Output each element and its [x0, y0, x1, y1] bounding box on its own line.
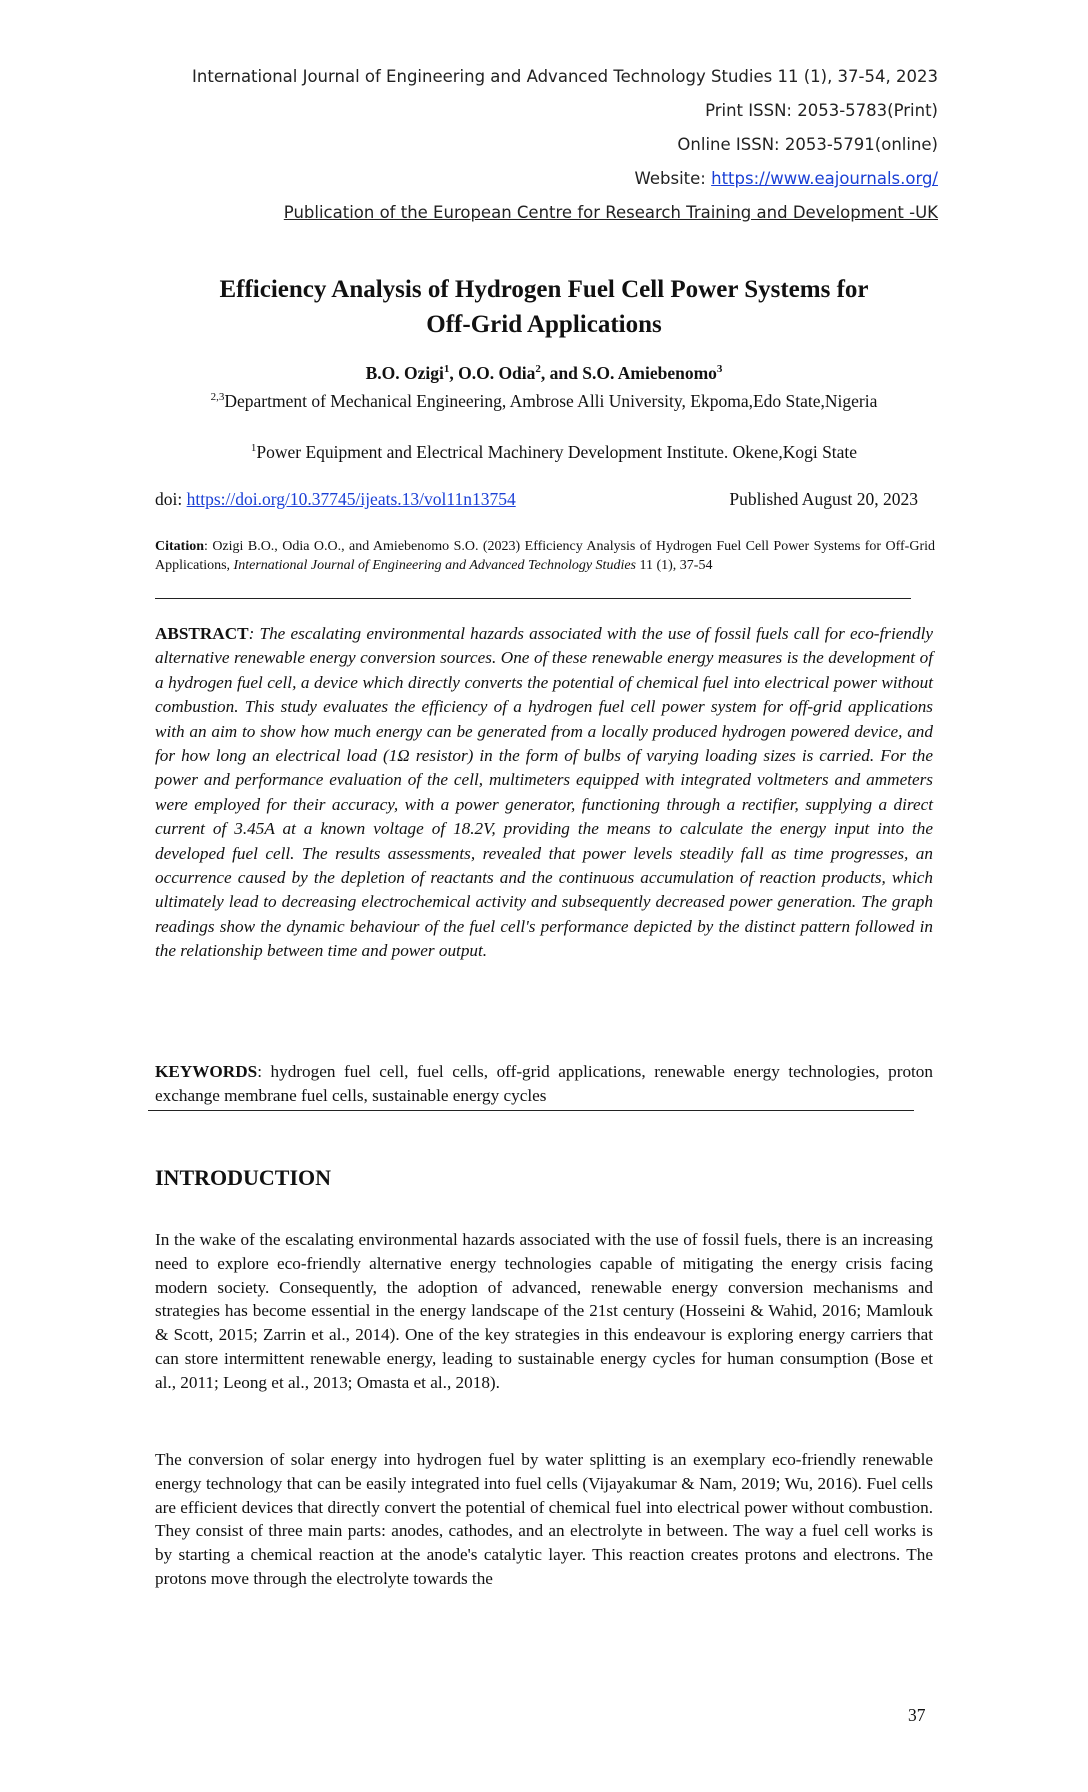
print-issn: Print ISSN: 2053-5783(Print)	[705, 101, 938, 120]
page-number: 37	[908, 1705, 926, 1725]
abstract-block	[155, 622, 933, 964]
website-label: Website:	[634, 169, 712, 188]
affiliation-1	[140, 389, 948, 413]
title-line-2: Off-Grid Applications	[426, 311, 662, 338]
citation-block	[155, 537, 935, 575]
doi	[155, 489, 516, 510]
doi-label: doi:	[155, 489, 187, 509]
affiliation-2	[140, 440, 948, 464]
website-link[interactable]: https://www.eajournals.org/	[711, 169, 938, 188]
keywords-text: : hydrogen fuel cell, fuel cells, off-grid applications, renewable energy technologies, proton exchange membrane fuel cells, sustainable energy cycles	[155, 1062, 933, 1106]
affiliation-1-text: Department of Mechanical Engineering, Ambrose Alli University, Ekpoma,Edo State,Nigeria	[224, 391, 878, 411]
author-2: , O.O. Odia	[449, 363, 536, 383]
affiliation-2-sup: 1	[250, 442, 257, 455]
keywords-divider	[148, 1110, 914, 1111]
author-1-sup: 1	[443, 363, 450, 376]
journal-header	[192, 60, 938, 230]
abstract-label: ABSTRACT	[155, 624, 249, 643]
citation-journal: International Journal of Engineering and Advanced Technology Studies	[233, 558, 636, 573]
paper-title	[140, 272, 948, 342]
author-list	[140, 363, 948, 384]
author-3: , and S.O. Amiebenomo	[540, 363, 717, 383]
author-3-sup: 3	[716, 363, 723, 376]
website-line	[192, 162, 938, 196]
author-2-sup: 2	[535, 363, 541, 376]
section-heading-introduction: INTRODUCTION	[155, 1165, 332, 1190]
citation-label: Citation	[155, 539, 204, 554]
online-issn: Online ISSN: 2053-5791(online)	[677, 135, 938, 154]
published-date: Published August 20, 2023	[729, 489, 918, 509]
keywords-block	[155, 1060, 933, 1109]
doi-row	[155, 489, 918, 510]
doi-link[interactable]: https://doi.org/10.37745/ijeats.13/vol11n13754	[186, 489, 516, 509]
affiliation-1-sup: 2,3	[210, 391, 225, 404]
author-1: B.O. Ozigi	[365, 363, 444, 383]
title-line-1: Efficiency Analysis of Hydrogen Fuel Cell Power Systems for	[219, 276, 869, 303]
citation-divider	[155, 598, 911, 599]
intro-paragraph-2: The conversion of solar energy into hydrogen fuel by water splitting is an exemplary eco-friendly renewable energy technology that can be easily integrated into fuel cells (Vijayakumar & Nam, 2019; Wu, 2016). Fuel cells are efficient devices that directly convert the potential of chemical fuel into electrical power without combustion. They consist of three main parts: anodes, cathodes, and an electrolyte in between. The way a fuel cell works is by starting a chemical reaction at the anode's catalytic layer. This reaction creates protons and electrons. The protons move through the electrolyte towards the	[155, 1450, 933, 1588]
abstract-text: : The escalating environmental hazards associated with the use of fossil fuels call for eco-friendly alternative renewable energy conversion sources. One of these renewable energy measures is the development of a hydrogen fuel cell, a device which directly converts the potential of chemical fuel into electrical power without combustion. This study evaluates the efficiency of a hydrogen fuel cell power system for off-grid applications with an aim to show how much energy can be generated from a locally produced hydrogen powered device, and for how long an electrical load (1Ω resistor) in the form of bulbs of varying loading sizes is carried. For the power and performance evaluation of the cell, multimeters equipped with integrated voltmeters and ammeters were employed for their accuracy, with a power generator, functioning through a rectifier, supplying a direct current of 3.45A at a known voltage of 18.2V, providing the means to calculate the energy input into the developed fuel cell. The results assessments, revealed that power levels steadily fall as time progresses, an occurrence caused by the depletion of reactants and the continuous accumulation of reaction products, which ultimately lead to decreasing electrochemical activity and subsequently decreased power generation. The graph readings show the dynamic behaviour of the fuel cell's performance depicted by the distinct pattern followed in the relationship between time and power output.	[155, 624, 933, 961]
affiliation-2-text: Power Equipment and Electrical Machinery Development Institute. Okene,Kogi State	[256, 442, 858, 462]
intro-paragraph-1: In the wake of the escalating environmental hazards associated with the use of fossil fuels, there is an increasing need to explore eco-friendly alternative energy technologies capable of mitigating the energy crisis facing modern society. Consequently, the adoption of advanced, renewable energy conversion mechanisms and strategies has become essential in the energy landscape of the 21st century (Hosseini & Wahid, 2016; Mamlouk & Scott, 2015; Zarrin et al., 2014). One of the key strategies in this endeavour is exploring energy carriers that can store intermittent renewable energy, leading to sustainable energy cycles for human consumption (Bose et al., 2011; Leong et al., 2013; Omasta et al., 2018).	[155, 1230, 933, 1392]
citation-text: : Ozigi B.O., Odia O.O., and Amiebenomo S.O. (2023) Efficiency Analysis of Hydrogen Fuel Cell Power Systems for Off-Grid Applications,	[155, 539, 935, 573]
keywords-label: KEYWORDS	[155, 1062, 258, 1081]
citation-tail: 11 (1), 37-54	[636, 558, 713, 573]
journal-line: International Journal of Engineering and Advanced Technology Studies 11 (1), 37-54, 2023	[192, 67, 938, 86]
publisher-line: Publication of the European Centre for Research Training and Development -UK	[283, 203, 938, 222]
